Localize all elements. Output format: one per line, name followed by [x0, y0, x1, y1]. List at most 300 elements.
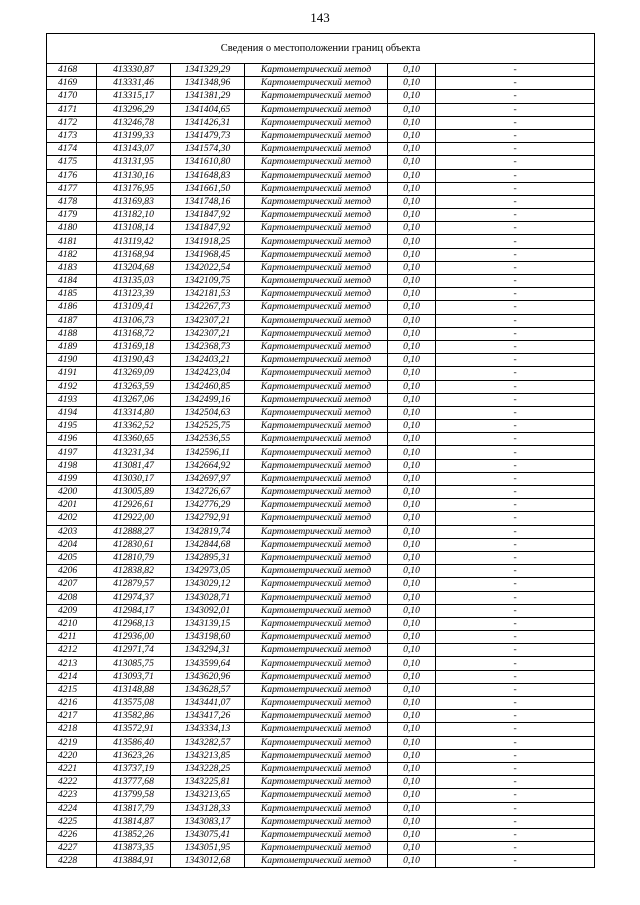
cell-coord-y: 1342403,21 [171, 354, 245, 367]
cell-coord-x: 413135,03 [97, 275, 171, 288]
cell-coord-x: 413108,14 [97, 222, 171, 235]
cell-accuracy: 0,10 [388, 182, 436, 195]
cell-point-number: 4175 [47, 156, 97, 169]
table-row [47, 762, 595, 775]
cell-description: - [436, 288, 595, 301]
cell-point-number: 4197 [47, 446, 97, 459]
cell-coord-x: 412926,61 [97, 499, 171, 512]
cell-point-number: 4168 [47, 64, 97, 77]
cell-accuracy: 0,10 [388, 670, 436, 683]
cell-method: Картометрический метод [245, 248, 388, 261]
cell-coord-x: 413123,39 [97, 288, 171, 301]
table-row [47, 815, 595, 828]
table-row [47, 486, 595, 499]
cell-description: - [436, 525, 595, 538]
cell-method: Картометрический метод [245, 235, 388, 248]
cell-point-number: 4209 [47, 604, 97, 617]
cell-method: Картометрический метод [245, 182, 388, 195]
cell-method: Картометрический метод [245, 156, 388, 169]
cell-accuracy: 0,10 [388, 472, 436, 485]
table-row [47, 275, 595, 288]
table-row [47, 525, 595, 538]
cell-coord-x: 413106,73 [97, 314, 171, 327]
cell-coord-y: 1342844,68 [171, 538, 245, 551]
cell-coord-x: 413623,26 [97, 749, 171, 762]
cell-coord-y: 1342181,53 [171, 288, 245, 301]
cell-point-number: 4191 [47, 367, 97, 380]
cell-accuracy: 0,10 [388, 288, 436, 301]
cell-point-number: 4174 [47, 143, 97, 156]
cell-coord-y: 1343139,15 [171, 617, 245, 630]
table-row [47, 828, 595, 841]
cell-point-number: 4214 [47, 670, 97, 683]
cell-coord-x: 413330,87 [97, 64, 171, 77]
cell-method: Картометрический метод [245, 327, 388, 340]
cell-method: Картометрический метод [245, 736, 388, 749]
table-row [47, 261, 595, 274]
cell-method: Картометрический метод [245, 697, 388, 710]
cell-accuracy: 0,10 [388, 565, 436, 578]
cell-description: - [436, 116, 595, 129]
cell-point-number: 4182 [47, 248, 97, 261]
cell-description: - [436, 327, 595, 340]
cell-coord-y: 1343228,25 [171, 762, 245, 775]
cell-method: Картометрический метод [245, 538, 388, 551]
cell-accuracy: 0,10 [388, 631, 436, 644]
cell-accuracy: 0,10 [388, 815, 436, 828]
cell-point-number: 4223 [47, 789, 97, 802]
cell-description: - [436, 367, 595, 380]
cell-point-number: 4228 [47, 855, 97, 868]
cell-method: Картометрический метод [245, 710, 388, 723]
cell-accuracy: 0,10 [388, 697, 436, 710]
cell-point-number: 4227 [47, 842, 97, 855]
table-row [47, 90, 595, 103]
cell-coord-y: 1343092,01 [171, 604, 245, 617]
table-row [47, 578, 595, 591]
cell-coord-x: 413315,17 [97, 90, 171, 103]
cell-accuracy: 0,10 [388, 604, 436, 617]
cell-point-number: 4186 [47, 301, 97, 314]
cell-accuracy: 0,10 [388, 776, 436, 789]
cell-method: Картометрический метод [245, 393, 388, 406]
table-row [47, 604, 595, 617]
cell-point-number: 4212 [47, 644, 97, 657]
cell-coord-y: 1343225,81 [171, 776, 245, 789]
cell-point-number: 4170 [47, 90, 97, 103]
table-row [47, 644, 595, 657]
cell-accuracy: 0,10 [388, 64, 436, 77]
table-row [47, 459, 595, 472]
cell-method: Картометрический метод [245, 77, 388, 90]
cell-method: Картометрический метод [245, 169, 388, 182]
cell-coord-x: 413131,95 [97, 156, 171, 169]
cell-coord-y: 1343198,60 [171, 631, 245, 644]
cell-coord-y: 1343028,71 [171, 591, 245, 604]
cell-point-number: 4172 [47, 116, 97, 129]
table-row [47, 551, 595, 564]
cell-coord-y: 1343213,85 [171, 749, 245, 762]
table-row [47, 789, 595, 802]
cell-accuracy: 0,10 [388, 433, 436, 446]
cell-description: - [436, 631, 595, 644]
cell-coord-x: 413572,91 [97, 723, 171, 736]
cell-point-number: 4178 [47, 195, 97, 208]
cell-description: - [436, 855, 595, 868]
cell-accuracy: 0,10 [388, 551, 436, 564]
cell-accuracy: 0,10 [388, 683, 436, 696]
cell-coord-x: 413331,46 [97, 77, 171, 90]
cell-coord-y: 1341574,30 [171, 143, 245, 156]
cell-coord-y: 1343620,96 [171, 670, 245, 683]
cell-point-number: 4190 [47, 354, 97, 367]
cell-accuracy: 0,10 [388, 842, 436, 855]
cell-accuracy: 0,10 [388, 486, 436, 499]
cell-method: Картометрический метод [245, 354, 388, 367]
cell-coord-y: 1343012,68 [171, 855, 245, 868]
table-row [47, 116, 595, 129]
cell-method: Картометрический метод [245, 275, 388, 288]
cell-description: - [436, 156, 595, 169]
table-row [47, 354, 595, 367]
cell-coord-y: 1342664,92 [171, 459, 245, 472]
cell-coord-x: 412888,27 [97, 525, 171, 538]
table-row [47, 631, 595, 644]
cell-point-number: 4220 [47, 749, 97, 762]
cell-description: - [436, 301, 595, 314]
table-row [47, 433, 595, 446]
cell-method: Картометрический метод [245, 90, 388, 103]
cell-coord-y: 1341661,50 [171, 182, 245, 195]
cell-coord-y: 1342697,97 [171, 472, 245, 485]
cell-point-number: 4205 [47, 551, 97, 564]
cell-method: Картометрический метод [245, 314, 388, 327]
cell-description: - [436, 710, 595, 723]
cell-point-number: 4216 [47, 697, 97, 710]
cell-coord-x: 412879,57 [97, 578, 171, 591]
cell-coord-y: 1342973,05 [171, 565, 245, 578]
cell-point-number: 4208 [47, 591, 97, 604]
cell-accuracy: 0,10 [388, 657, 436, 670]
table-row [47, 248, 595, 261]
cell-method: Картометрический метод [245, 486, 388, 499]
table-row [47, 683, 595, 696]
table-row [47, 235, 595, 248]
cell-point-number: 4169 [47, 77, 97, 90]
cell-accuracy: 0,10 [388, 116, 436, 129]
cell-coord-x: 412830,61 [97, 538, 171, 551]
cell-accuracy: 0,10 [388, 209, 436, 222]
cell-method: Картометрический метод [245, 472, 388, 485]
cell-accuracy: 0,10 [388, 617, 436, 630]
cell-description: - [436, 433, 595, 446]
cell-coord-x: 413169,18 [97, 340, 171, 353]
cell-coord-x: 413737,19 [97, 762, 171, 775]
cell-coord-x: 413314,80 [97, 406, 171, 419]
table-row [47, 406, 595, 419]
cell-description: - [436, 486, 595, 499]
table-row [47, 340, 595, 353]
cell-coord-x: 413190,43 [97, 354, 171, 367]
table-row [47, 736, 595, 749]
cell-description: - [436, 749, 595, 762]
cell-coord-y: 1341847,92 [171, 209, 245, 222]
cell-coord-y: 1341479,73 [171, 129, 245, 142]
cell-coord-y: 1343628,57 [171, 683, 245, 696]
cell-accuracy: 0,10 [388, 340, 436, 353]
cell-description: - [436, 538, 595, 551]
cell-method: Картометрический метод [245, 288, 388, 301]
cell-description: - [436, 195, 595, 208]
cell-method: Картометрический метод [245, 499, 388, 512]
cell-description: - [436, 248, 595, 261]
cell-point-number: 4218 [47, 723, 97, 736]
cell-point-number: 4196 [47, 433, 97, 446]
cell-description: - [436, 617, 595, 630]
table-row [47, 538, 595, 551]
cell-coord-y: 1342423,04 [171, 367, 245, 380]
table-body [47, 64, 595, 868]
cell-coord-y: 1342792,91 [171, 512, 245, 525]
cell-point-number: 4195 [47, 420, 97, 433]
cell-coord-x: 413575,08 [97, 697, 171, 710]
cell-coord-y: 1341968,45 [171, 248, 245, 261]
cell-method: Картометрический метод [245, 64, 388, 77]
cell-method: Картометрический метод [245, 406, 388, 419]
cell-coord-x: 413143,07 [97, 143, 171, 156]
cell-point-number: 4187 [47, 314, 97, 327]
cell-description: - [436, 657, 595, 670]
cell-method: Картометрический метод [245, 261, 388, 274]
cell-coord-y: 1342504,63 [171, 406, 245, 419]
cell-description: - [436, 551, 595, 564]
cell-coord-y: 1343213,65 [171, 789, 245, 802]
cell-coord-y: 1343599,64 [171, 657, 245, 670]
cell-point-number: 4226 [47, 828, 97, 841]
cell-coord-x: 413799,58 [97, 789, 171, 802]
cell-coord-x: 413168,72 [97, 327, 171, 340]
cell-description: - [436, 789, 595, 802]
table-row [47, 209, 595, 222]
cell-description: - [436, 406, 595, 419]
cell-description: - [436, 103, 595, 116]
cell-description: - [436, 578, 595, 591]
cell-coord-y: 1342267,73 [171, 301, 245, 314]
cell-description: - [436, 64, 595, 77]
cell-point-number: 4224 [47, 802, 97, 815]
cell-point-number: 4222 [47, 776, 97, 789]
cell-method: Картометрический метод [245, 446, 388, 459]
cell-coord-x: 412922,00 [97, 512, 171, 525]
cell-coord-y: 1341610,80 [171, 156, 245, 169]
table-row [47, 327, 595, 340]
cell-method: Картометрический метод [245, 420, 388, 433]
cell-point-number: 4200 [47, 486, 97, 499]
cell-description: - [436, 380, 595, 393]
cell-method: Картометрический метод [245, 815, 388, 828]
cell-method: Картометрический метод [245, 776, 388, 789]
boundary-coordinates-table [46, 33, 595, 868]
cell-method: Картометрический метод [245, 855, 388, 868]
cell-coord-y: 1343282,57 [171, 736, 245, 749]
cell-coord-x: 412974,37 [97, 591, 171, 604]
cell-coord-x: 412968,13 [97, 617, 171, 630]
cell-method: Картометрический метод [245, 749, 388, 762]
cell-method: Картометрический метод [245, 617, 388, 630]
cell-point-number: 4177 [47, 182, 97, 195]
table-row [47, 842, 595, 855]
cell-method: Картометрический метод [245, 525, 388, 538]
cell-method: Картометрический метод [245, 604, 388, 617]
cell-accuracy: 0,10 [388, 538, 436, 551]
cell-accuracy: 0,10 [388, 499, 436, 512]
cell-coord-y: 1342022,54 [171, 261, 245, 274]
cell-coord-x: 413119,42 [97, 235, 171, 248]
cell-method: Картометрический метод [245, 367, 388, 380]
cell-coord-x: 413204,68 [97, 261, 171, 274]
cell-description: - [436, 90, 595, 103]
cell-method: Картометрический метод [245, 551, 388, 564]
cell-accuracy: 0,10 [388, 169, 436, 182]
cell-method: Картометрический метод [245, 222, 388, 235]
table-row [47, 776, 595, 789]
cell-point-number: 4194 [47, 406, 97, 419]
cell-point-number: 4193 [47, 393, 97, 406]
cell-coord-y: 1342596,11 [171, 446, 245, 459]
cell-method: Картометрический метод [245, 670, 388, 683]
cell-accuracy: 0,10 [388, 710, 436, 723]
cell-method: Картометрический метод [245, 683, 388, 696]
cell-description: - [436, 393, 595, 406]
table-row [47, 103, 595, 116]
cell-method: Картометрический метод [245, 129, 388, 142]
cell-accuracy: 0,10 [388, 736, 436, 749]
cell-method: Картометрический метод [245, 195, 388, 208]
cell-coord-x: 412971,74 [97, 644, 171, 657]
cell-point-number: 4199 [47, 472, 97, 485]
cell-coord-y: 1342895,31 [171, 551, 245, 564]
table-row [47, 749, 595, 762]
cell-coord-y: 1343334,13 [171, 723, 245, 736]
cell-accuracy: 0,10 [388, 301, 436, 314]
cell-accuracy: 0,10 [388, 156, 436, 169]
cell-coord-x: 412838,82 [97, 565, 171, 578]
table-row [47, 855, 595, 868]
cell-method: Картометрический метод [245, 657, 388, 670]
cell-point-number: 4207 [47, 578, 97, 591]
cell-coord-y: 1343051,95 [171, 842, 245, 855]
cell-description: - [436, 209, 595, 222]
cell-description: - [436, 776, 595, 789]
cell-accuracy: 0,10 [388, 314, 436, 327]
cell-description: - [436, 842, 595, 855]
cell-point-number: 4192 [47, 380, 97, 393]
cell-coord-x: 413884,91 [97, 855, 171, 868]
cell-description: - [436, 354, 595, 367]
cell-point-number: 4202 [47, 512, 97, 525]
cell-description: - [436, 143, 595, 156]
cell-description: - [436, 340, 595, 353]
cell-coord-x: 413109,41 [97, 301, 171, 314]
cell-description: - [436, 261, 595, 274]
cell-point-number: 4171 [47, 103, 97, 116]
cell-point-number: 4173 [47, 129, 97, 142]
cell-coord-x: 413296,29 [97, 103, 171, 116]
cell-point-number: 4188 [47, 327, 97, 340]
cell-point-number: 4217 [47, 710, 97, 723]
cell-coord-y: 1341404,65 [171, 103, 245, 116]
cell-method: Картометрический метод [245, 762, 388, 775]
cell-coord-y: 1341329,29 [171, 64, 245, 77]
cell-coord-y: 1342460,85 [171, 380, 245, 393]
cell-coord-y: 1343075,41 [171, 828, 245, 841]
table-row [47, 380, 595, 393]
cell-coord-y: 1342499,16 [171, 393, 245, 406]
cell-method: Картометрический метод [245, 565, 388, 578]
cell-description: - [436, 314, 595, 327]
cell-coord-y: 1342368,73 [171, 340, 245, 353]
cell-accuracy: 0,10 [388, 77, 436, 90]
cell-coord-y: 1341381,29 [171, 90, 245, 103]
cell-accuracy: 0,10 [388, 235, 436, 248]
cell-point-number: 4185 [47, 288, 97, 301]
cell-coord-x: 413030,17 [97, 472, 171, 485]
table-row [47, 64, 595, 77]
cell-description: - [436, 565, 595, 578]
table-row [47, 802, 595, 815]
table-row [47, 288, 595, 301]
cell-coord-y: 1341748,16 [171, 195, 245, 208]
cell-method: Картометрический метод [245, 103, 388, 116]
cell-point-number: 4204 [47, 538, 97, 551]
cell-method: Картометрический метод [245, 433, 388, 446]
table-row [47, 697, 595, 710]
cell-description: - [436, 275, 595, 288]
cell-coord-x: 413360,65 [97, 433, 171, 446]
cell-description: - [436, 182, 595, 195]
cell-coord-y: 1341348,96 [171, 77, 245, 90]
cell-coord-y: 1342819,74 [171, 525, 245, 538]
cell-accuracy: 0,10 [388, 591, 436, 604]
table-row [47, 617, 595, 630]
cell-accuracy: 0,10 [388, 393, 436, 406]
table-row [47, 314, 595, 327]
page-number: 143 [310, 10, 330, 25]
cell-accuracy: 0,10 [388, 420, 436, 433]
cell-accuracy: 0,10 [388, 143, 436, 156]
cell-accuracy: 0,10 [388, 380, 436, 393]
cell-accuracy: 0,10 [388, 802, 436, 815]
cell-method: Картометрический метод [245, 459, 388, 472]
cell-coord-x: 413586,40 [97, 736, 171, 749]
cell-point-number: 4201 [47, 499, 97, 512]
cell-point-number: 4179 [47, 209, 97, 222]
cell-method: Картометрический метод [245, 301, 388, 314]
table-row [47, 367, 595, 380]
table-row [47, 77, 595, 90]
cell-coord-y: 1343294,31 [171, 644, 245, 657]
cell-coord-y: 1341918,25 [171, 235, 245, 248]
cell-description: - [436, 235, 595, 248]
cell-description: - [436, 499, 595, 512]
table-title: Сведения о местоположении границ объекта [47, 34, 595, 64]
table-row [47, 169, 595, 182]
cell-method: Картометрический метод [245, 209, 388, 222]
cell-coord-x: 413168,94 [97, 248, 171, 261]
cell-accuracy: 0,10 [388, 275, 436, 288]
cell-coord-y: 1342109,75 [171, 275, 245, 288]
table-row [47, 182, 595, 195]
